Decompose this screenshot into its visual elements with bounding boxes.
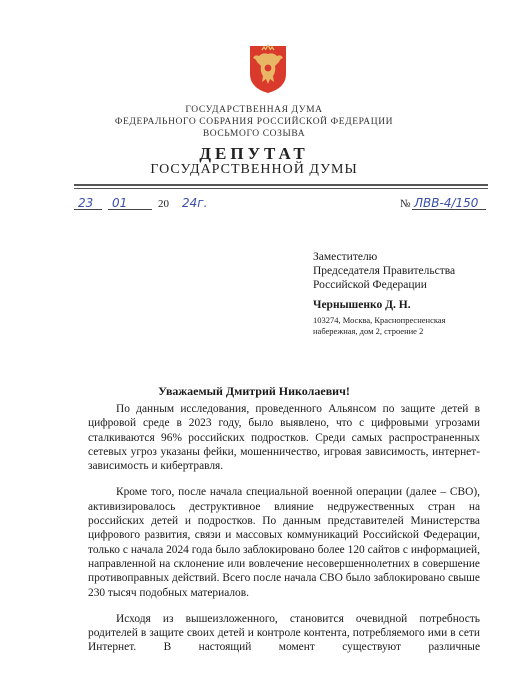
date-year-prefix: 20 [158,198,169,210]
addressee-address: 103274, Москва, Краснопресненская набережная, дом 2, строение 2 [313,315,446,336]
header-divider-thick [74,184,488,186]
duma-header-line1: ГОСУДАРСТВЕННАЯ ДУМА [185,105,323,115]
addressee-block [313,250,473,337]
duma-header-line3: ВОСЬМОГО СОЗЫВА [202,129,306,139]
coat-of-arms-icon [248,44,288,94]
deputy-subtitle: ГОСУДАРСТВЕННОЙ ДУМЫ [150,162,358,177]
paragraph: Кроме того, после начала специальной военной операции (далее – СВО), активизировалось деструктивное влияние недружественных стран на российских детей и подростков. По данным представителей Министерства цифрового развития, связи и массовых коммуникаций Российской Федерации, только с начала 2024 года было заблокировано более 120 сайтов с информацией, направленной на склонение или вовлечение несовершеннолетних в совершение противоправных действий. Всего после начала СВО было заблокировано свыше 230 тысяч подобных материалов. [88,486,480,599]
addressee-name: Чернышенко Д. Н. [313,299,411,311]
deputy-title: ДЕПУТАТ [199,144,309,163]
document-number: ЛВВ-4/150 [414,196,479,210]
greeting: Уважаемый Дмитрий Николаевич! [158,384,350,398]
header-divider-thin [74,188,488,189]
date-day-underline [74,209,102,210]
paragraph: Исходя из вышеизложенного, становится очевидной потребность родителей в защите своих детей и контроле контента, потребляемого ими в сети Интернет. В настоящий момент существуют различные [88,612,480,654]
paragraph: По данным исследования, проведенного Альянсом по защите детей в цифровой среде в 2023 году, было выявлено, что с цифровыми угрозами сталкиваются 96% российских подростков. Среди самых распространенных сетевых угроз указаны фейки, мошенничество, игровая зависимость, интернет-зависимость и кибертравля. [88,403,480,473]
addressee-line3: Российской Федерации [313,279,427,291]
letter-body [88,402,480,667]
number-underline [412,209,486,210]
date-month: 01 [112,196,128,210]
date-year-handwritten: 24г. [182,196,208,210]
date-day: 23 [78,196,94,210]
addressee-line1: Заместителю [313,251,378,263]
number-label: № [400,198,411,210]
addressee-line2: Председателя Правительства [313,265,456,277]
date-number-line [74,196,488,216]
duma-header-line2: ФЕДЕРАЛЬНОГО СОБРАНИЯ РОССИЙСКОЙ ФЕДЕРАЦИИ [114,117,394,127]
date-month-underline [108,209,152,210]
